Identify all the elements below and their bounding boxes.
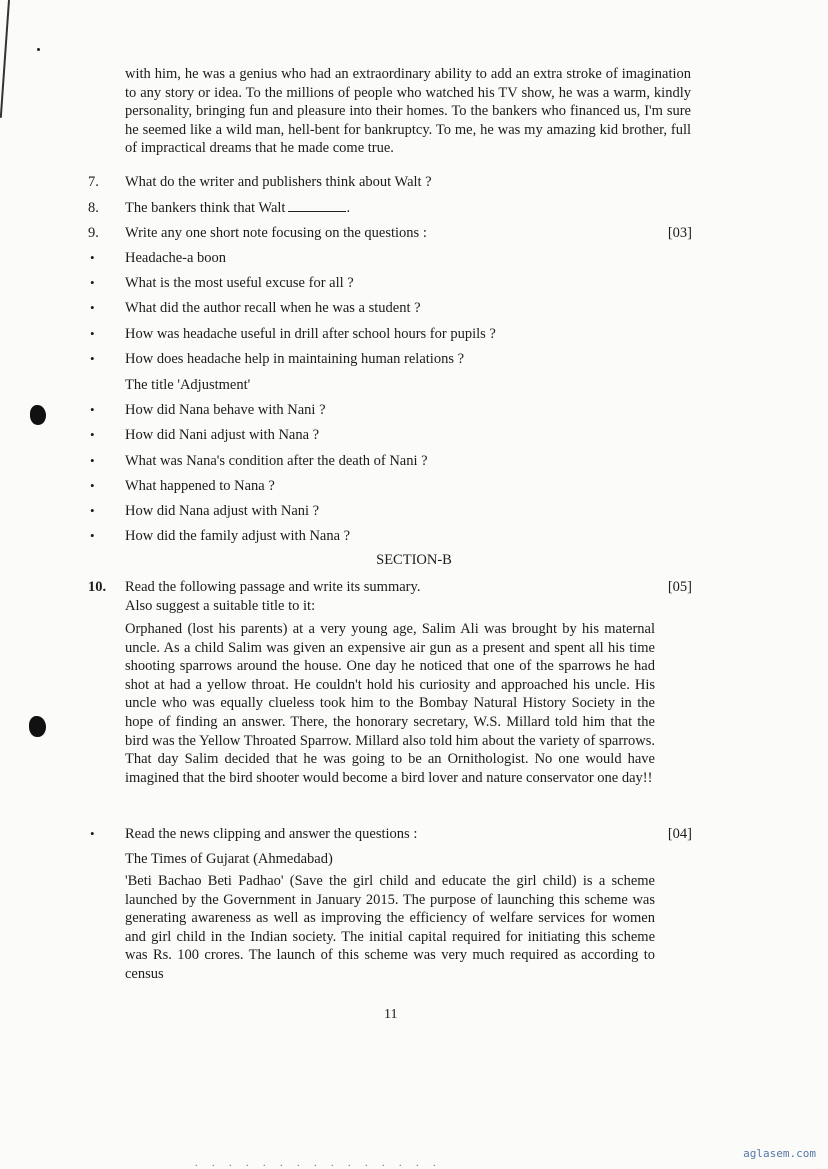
bullet-icon: • (90, 326, 95, 341)
news-passage: 'Beti Bachao Beti Padhao' (Save the girl child and educate the girl child) is a scheme launched by the Government in January 2015. The purpose of launching this scheme was generating awareness as well as improving the efficiency of welfare services for women and girl child in the Indian society. The initial capital required for initiating this scheme was Rs. 100 crores. The launch of this scheme was very much required as according to census (125, 873, 655, 982)
note-heading (0, 375, 828, 395)
question-text: Also suggest a suitable title to it: (125, 598, 316, 614)
marks-label: [05] (667, 579, 692, 595)
list-item (0, 324, 828, 344)
question-number: 7. (88, 174, 99, 190)
question-number: 10. (88, 579, 107, 595)
ink-speck (37, 48, 40, 51)
question-9 (0, 223, 828, 243)
question-text-wrap (125, 198, 350, 218)
list-item-text: What is the most useful excuse for all ? (125, 275, 354, 291)
bullet-icon: • (90, 478, 95, 493)
list-item (0, 425, 828, 445)
bullet-icon: • (90, 528, 95, 543)
question-text: The bankers think that Walt (125, 200, 286, 216)
list-item (0, 526, 828, 546)
list-item-text: How was headache useful in drill after school hours for pupils ? (125, 326, 496, 342)
page-number: 11 (384, 1007, 398, 1022)
question-7 (0, 172, 828, 192)
list-item-text: What happened to Nana ? (125, 478, 275, 494)
list-item-text: How does headache help in maintaining human relations ? (125, 351, 465, 367)
question-10-line2 (0, 596, 828, 616)
section-heading: SECTION-B (376, 552, 452, 568)
intro-paragraph: with him, he was a genius who had an extraordinary ability to add an extra stroke of imagination to any story or idea. To the millions of people who watched his TV show, he was a warm, kindly personality, bringing fun and pleasure into their homes. To the bankers who financed us, I'm sure he seemed like a wild man, hell-bent for bankruptcy. To me, he was my amazing kid brother, full of impractical dreams that he made come true. (125, 66, 691, 157)
list-item (0, 501, 828, 521)
bullet-icon: • (90, 275, 95, 290)
bullet-icon: • (90, 351, 95, 366)
list-item-text: What did the author recall when he was a student ? (125, 300, 421, 316)
fill-in-blank (288, 199, 346, 212)
watermark: aglasem.com (743, 1147, 816, 1160)
question-text: What do the writer and publishers think about Walt ? (125, 174, 432, 190)
list-item (0, 451, 828, 471)
bullet-icon: • (90, 250, 95, 265)
note-title: The title 'Adjustment' (125, 377, 251, 393)
punch-hole-mark (29, 716, 46, 737)
list-item-text: How did Nani adjust with Nana ? (125, 427, 320, 443)
news-question (0, 824, 828, 844)
list-item (0, 273, 828, 293)
marks-label: [04] (667, 826, 692, 842)
list-item-text: What was Nana's condition after the death of Nani ? (125, 453, 428, 469)
question-text: Read the following passage and write its summary. (125, 579, 421, 595)
bullet-icon: • (90, 402, 95, 417)
question-number: 8. (88, 200, 99, 216)
question-10 (0, 577, 828, 597)
scan-artifact: . . . . . . . . . . . . . . . (195, 1158, 442, 1169)
bullet-icon: • (90, 300, 95, 315)
list-item-text: How did the family adjust with Nana ? (125, 528, 351, 544)
question-text: Write any one short note focusing on the questions : (125, 225, 427, 241)
list-item-text: How did Nana adjust with Nani ? (125, 503, 320, 519)
margin-mark (0, 0, 10, 118)
bullet-icon: • (90, 826, 95, 841)
list-item-text: How did Nana behave with Nani ? (125, 402, 326, 418)
note-title: Headache-a boon (125, 250, 227, 266)
list-item (0, 349, 828, 369)
note-heading (0, 248, 828, 268)
bullet-icon: • (90, 453, 95, 468)
blank-suffix: . (346, 200, 351, 216)
question-text: Read the news clipping and answer the questions : (125, 826, 418, 842)
question-8 (0, 198, 828, 218)
bullet-icon: • (90, 503, 95, 518)
bullet-icon: • (90, 427, 95, 442)
news-source-text: The Times of Gujarat (Ahmedabad) (125, 851, 333, 867)
marks-label: [03] (667, 225, 692, 241)
list-item (0, 298, 828, 318)
news-source (0, 849, 828, 869)
list-item (0, 476, 828, 496)
question-number: 9. (88, 225, 99, 241)
list-item (0, 400, 828, 420)
summary-passage: Orphaned (lost his parents) at a very young age, Salim Ali was brought by his maternal uncle. As a child Salim was given an expensive air gun as a present and spent all his time shooting sparrows around the house. One day he noticed that one of the sparrows he had shot at had a yellow throat. He couldn't hold his curiosity and approached his uncle. His uncle who was equally clueless took him to the Bombay Natural History Society in the hope of finding an answer. There, the honorary secretary, W.S. Millard told him that the bird was the Yellow Throated Sparrow. Millard also told him about the variety of sparrows. That day Salim decided that he was going to be an Ornithologist. No one would have imagined that the bird shooter would become a bird lover and nature conservator one day!! (125, 621, 655, 786)
